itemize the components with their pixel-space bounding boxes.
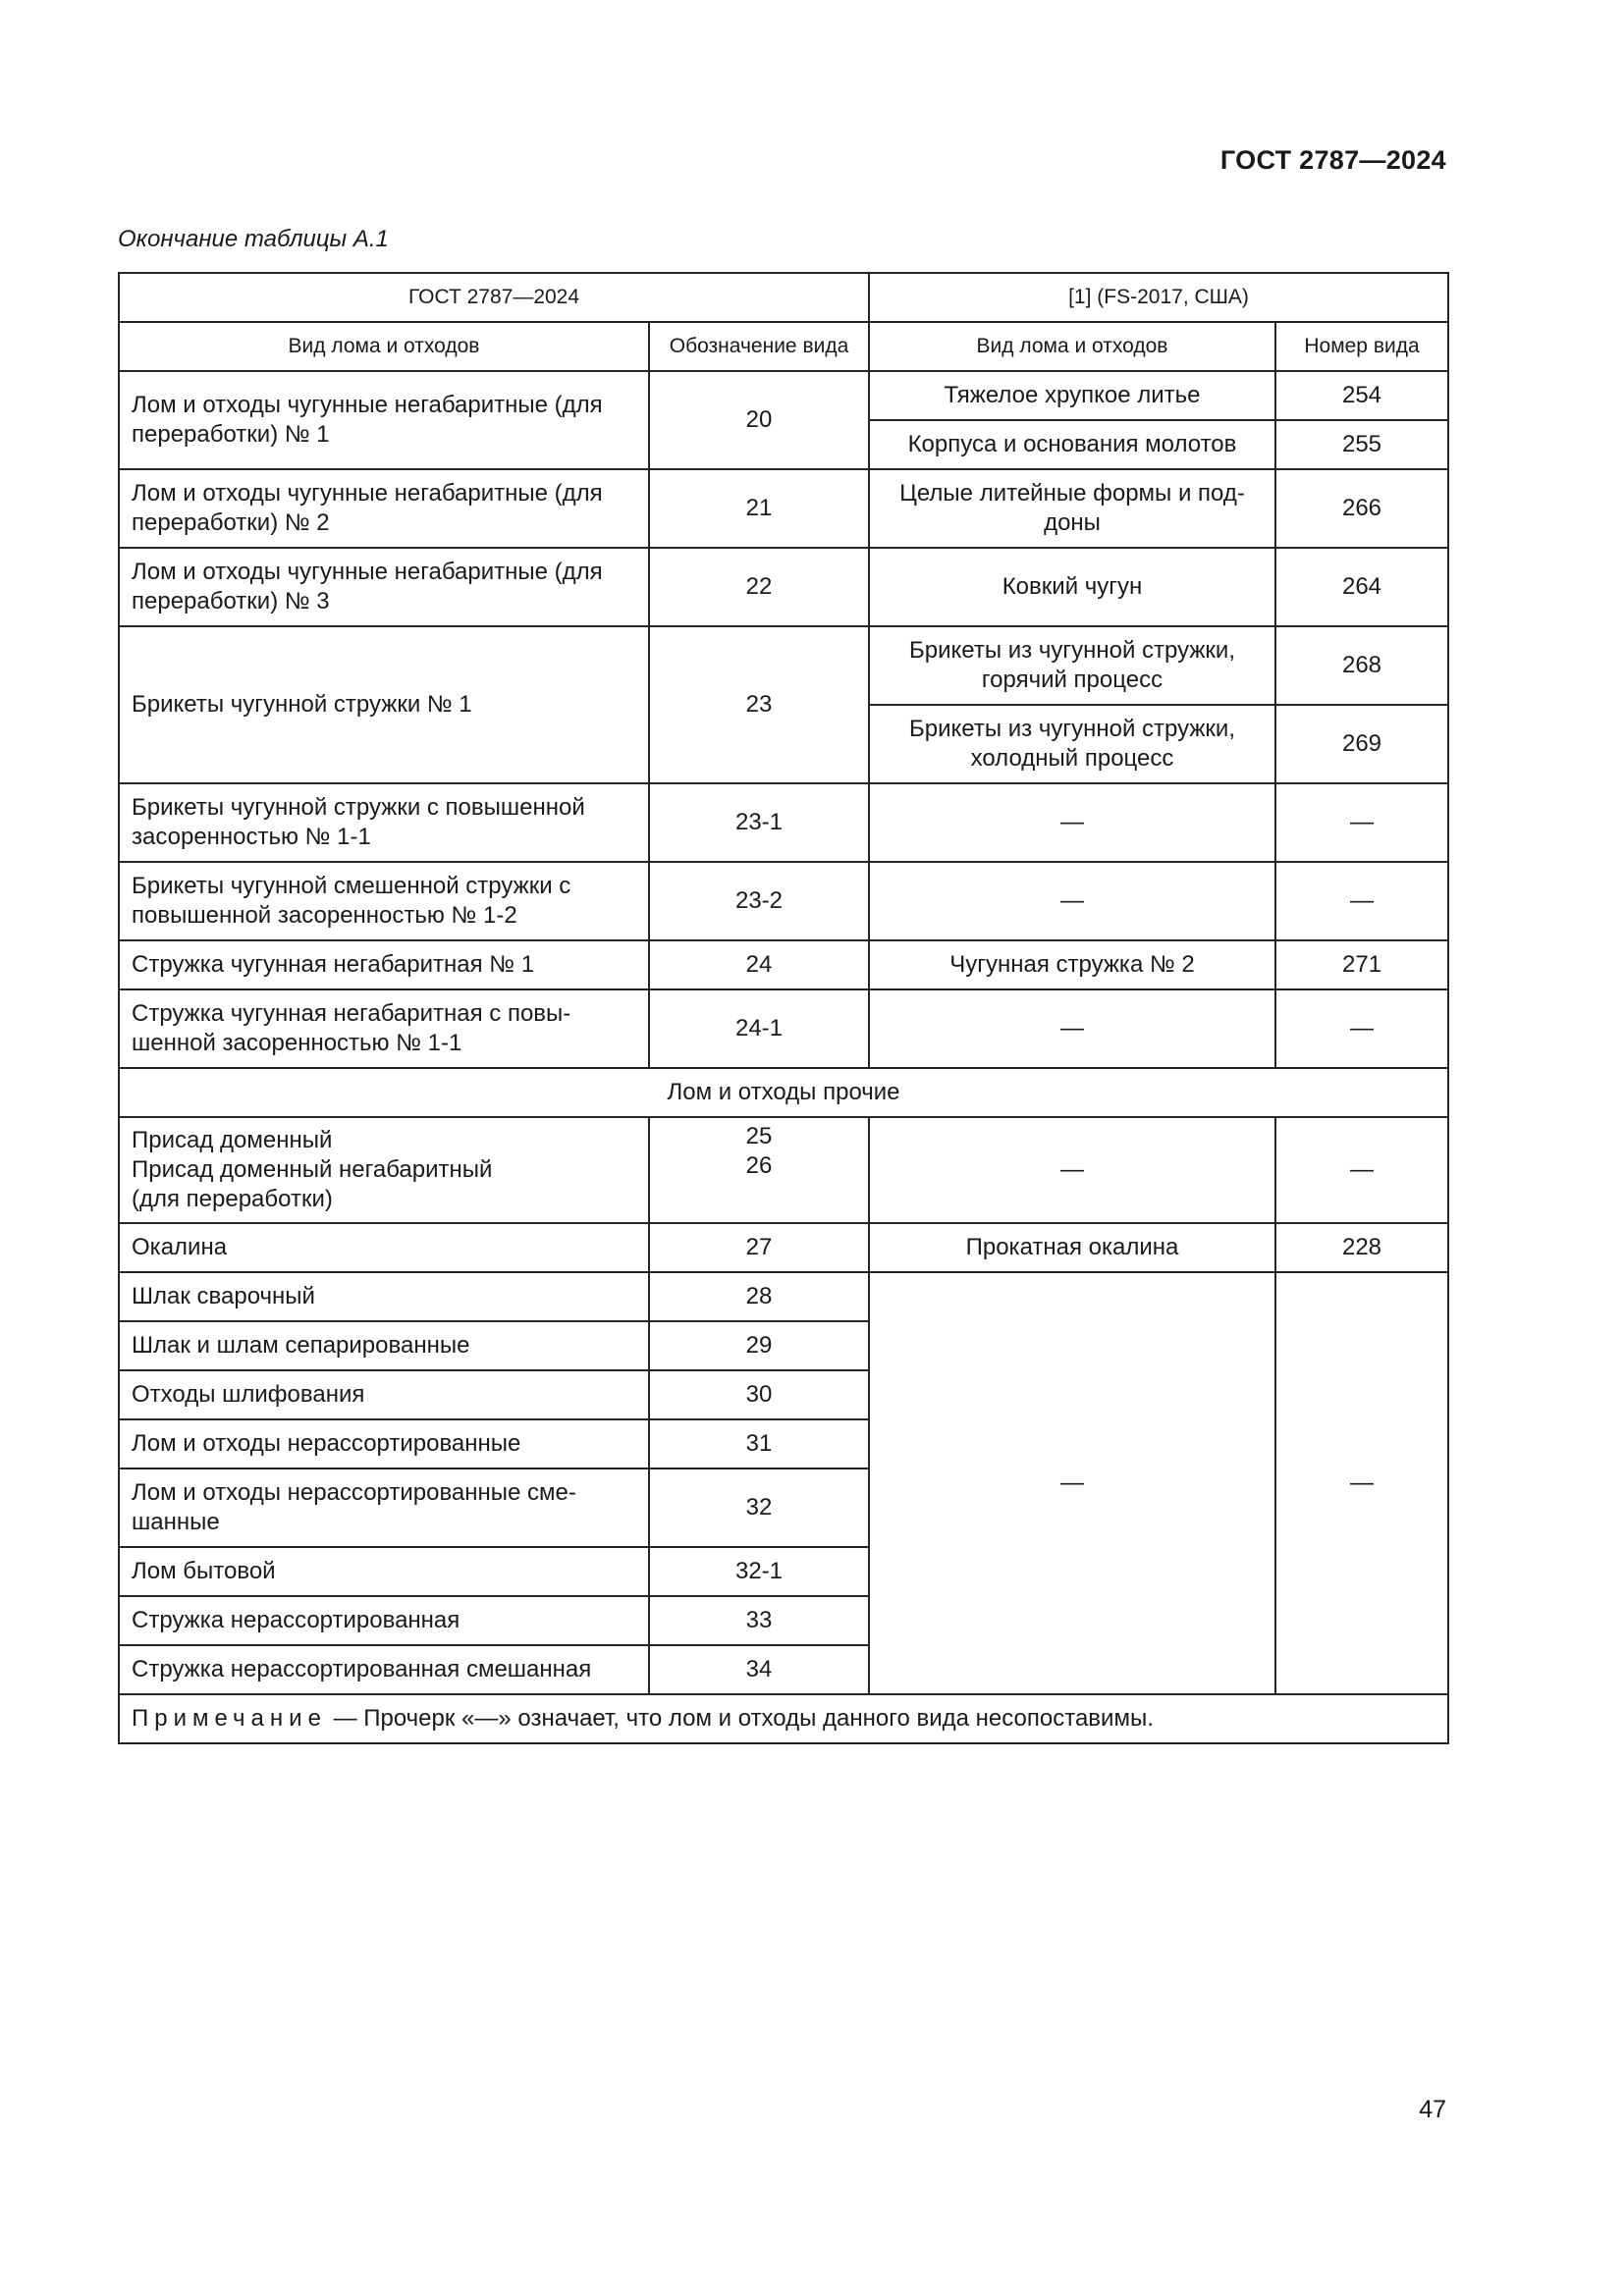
table-caption: Окончание таблицы А.1: [118, 226, 389, 252]
fs-number-cell: 255: [1275, 420, 1448, 469]
gost-code-line: 26: [745, 1152, 773, 1180]
fs-number-cell: 269: [1275, 705, 1448, 783]
gost-kind-cell: Лом и отходы чугунные негабаритные (для переработки) № 3: [119, 548, 649, 626]
fs-number-dash: —: [1275, 783, 1448, 862]
fs-number-cell: 264: [1275, 548, 1448, 626]
gost-kind-cell: [119, 1117, 649, 1223]
gost-code-cell: 22: [649, 548, 869, 626]
note-label: Примечание: [132, 1704, 327, 1732]
gost-kind-cell: Шлак сварочный: [119, 1272, 649, 1321]
column-header-gost-kind: Вид лома и отходов: [119, 322, 649, 371]
gost-kind-cell: Брикеты чугунной стружки № 1: [119, 626, 649, 783]
gost-kind-cell: Брикеты чугунной стружки с повышенной засоренностью № 1-1: [119, 783, 649, 862]
fs-kind-dash: —: [869, 989, 1275, 1068]
fs-kind-dash: —: [869, 862, 1275, 940]
page-number: 47: [1419, 2096, 1446, 2123]
fs-kind-cell: Чугунная стружка № 2: [869, 940, 1275, 989]
gost-kind-cell: Лом и отходы чугунные негабаритные (для переработки) № 1: [119, 371, 649, 469]
fs-kind-dash: —: [869, 1272, 1275, 1694]
table-row: [119, 940, 1448, 989]
fs-kind-cell: Брикеты из чугунной стружки, холодный процесс: [869, 705, 1275, 783]
gost-kind-line: (для переработки): [132, 1186, 333, 1213]
gost-code-cell: 20: [649, 371, 869, 469]
group-header-gost: ГОСТ 2787—2024: [119, 273, 869, 322]
table-row: [119, 469, 1448, 548]
fs-number-cell: 254: [1275, 371, 1448, 420]
section-header: Лом и отходы прочие: [119, 1068, 1448, 1117]
gost-kind-cell: Шлак и шлам сепарированные: [119, 1321, 649, 1370]
fs-kind-cell: Ковкий чугун: [869, 548, 1275, 626]
table-row: [119, 371, 1448, 420]
gost-kind-cell: Лом и отходы нерассортированные сме-шанные: [119, 1468, 649, 1547]
gost-kind-cell: Окалина: [119, 1223, 649, 1272]
gost-code-cell: 23-1: [649, 783, 869, 862]
gost-code-cell: 27: [649, 1223, 869, 1272]
gost-code-cell: 33: [649, 1596, 869, 1645]
gost-kind-cell: Стружка нерассортированная: [119, 1596, 649, 1645]
table-note: [119, 1694, 1448, 1743]
fs-kind-cell: Целые литейные формы и под-доны: [869, 469, 1275, 548]
equivalence-table: [118, 272, 1449, 1744]
document-code: ГОСТ 2787—2024: [1219, 145, 1446, 175]
group-header-fs: [1] (FS-2017, США): [869, 273, 1448, 322]
gost-code-cell: 29: [649, 1321, 869, 1370]
gost-kind-line: Присад доменный негабаритный: [132, 1155, 493, 1183]
gost-code-cell: 30: [649, 1370, 869, 1419]
fs-kind-cell: Корпуса и основания молотов: [869, 420, 1275, 469]
gost-kind-cell: Лом и отходы нерассортированные: [119, 1419, 649, 1468]
gost-code-cell: 34: [649, 1645, 869, 1694]
table-row: [119, 989, 1448, 1068]
gost-code-line: 25: [745, 1123, 773, 1149]
fs-number-dash: —: [1275, 989, 1448, 1068]
gost-code-cell: 21: [649, 469, 869, 548]
gost-code-cell: 31: [649, 1419, 869, 1468]
gost-code-cell: 24: [649, 940, 869, 989]
fs-number-cell: 271: [1275, 940, 1448, 989]
gost-kind-cell: Отходы шлифования: [119, 1370, 649, 1419]
table-row: [119, 1272, 1448, 1321]
fs-kind-cell: Тяжелое хрупкое литье: [869, 371, 1275, 420]
gost-code-cell: 23: [649, 626, 869, 783]
fs-number-cell: 268: [1275, 626, 1448, 705]
note-text: — Прочерк «—» означает, что лом и отходы данного вида несопоставимы.: [333, 1704, 1154, 1732]
gost-kind-line: Присад доменный: [132, 1126, 333, 1153]
gost-kind-cell: Стружка нерассортированная смешанная: [119, 1645, 649, 1694]
gost-kind-cell: Стружка чугунная негабаритная № 1: [119, 940, 649, 989]
fs-kind-dash: —: [869, 783, 1275, 862]
table-row: [119, 548, 1448, 626]
table-row: [119, 626, 1448, 705]
fs-kind-dash: —: [869, 1117, 1275, 1223]
column-header-fs-number: Номер вида: [1275, 322, 1448, 371]
table-row: [119, 1117, 1448, 1223]
gost-kind-cell: Стружка чугунная негабаритная с повы-шенной засоренностью № 1-1: [119, 989, 649, 1068]
fs-number-dash: —: [1275, 1272, 1448, 1694]
fs-kind-cell: Брикеты из чугунной стружки, горячий процесс: [869, 626, 1275, 705]
gost-kind-cell: Лом бытовой: [119, 1547, 649, 1596]
table-row: [119, 862, 1448, 940]
fs-kind-cell: Прокатная окалина: [869, 1223, 1275, 1272]
gost-kind-cell: Брикеты чугунной смешенной стружки с повышенной засоренностью № 1-2: [119, 862, 649, 940]
table-row: [119, 1223, 1448, 1272]
gost-code-cell: 24-1: [649, 989, 869, 1068]
table-row: [119, 783, 1448, 862]
fs-number-cell: 228: [1275, 1223, 1448, 1272]
gost-code-cell: 32-1: [649, 1547, 869, 1596]
fs-number-cell: 266: [1275, 469, 1448, 548]
gost-kind-cell: Лом и отходы чугунные негабаритные (для переработки) № 2: [119, 469, 649, 548]
gost-code-cell: 32: [649, 1468, 869, 1547]
gost-code-cell: [649, 1117, 869, 1223]
fs-number-dash: —: [1275, 862, 1448, 940]
column-header-fs-kind: Вид лома и отходов: [869, 322, 1275, 371]
gost-code-cell: 28: [649, 1272, 869, 1321]
gost-code-cell: 23-2: [649, 862, 869, 940]
column-header-gost-code: Обозначение вида: [649, 322, 869, 371]
fs-number-dash: —: [1275, 1117, 1448, 1223]
